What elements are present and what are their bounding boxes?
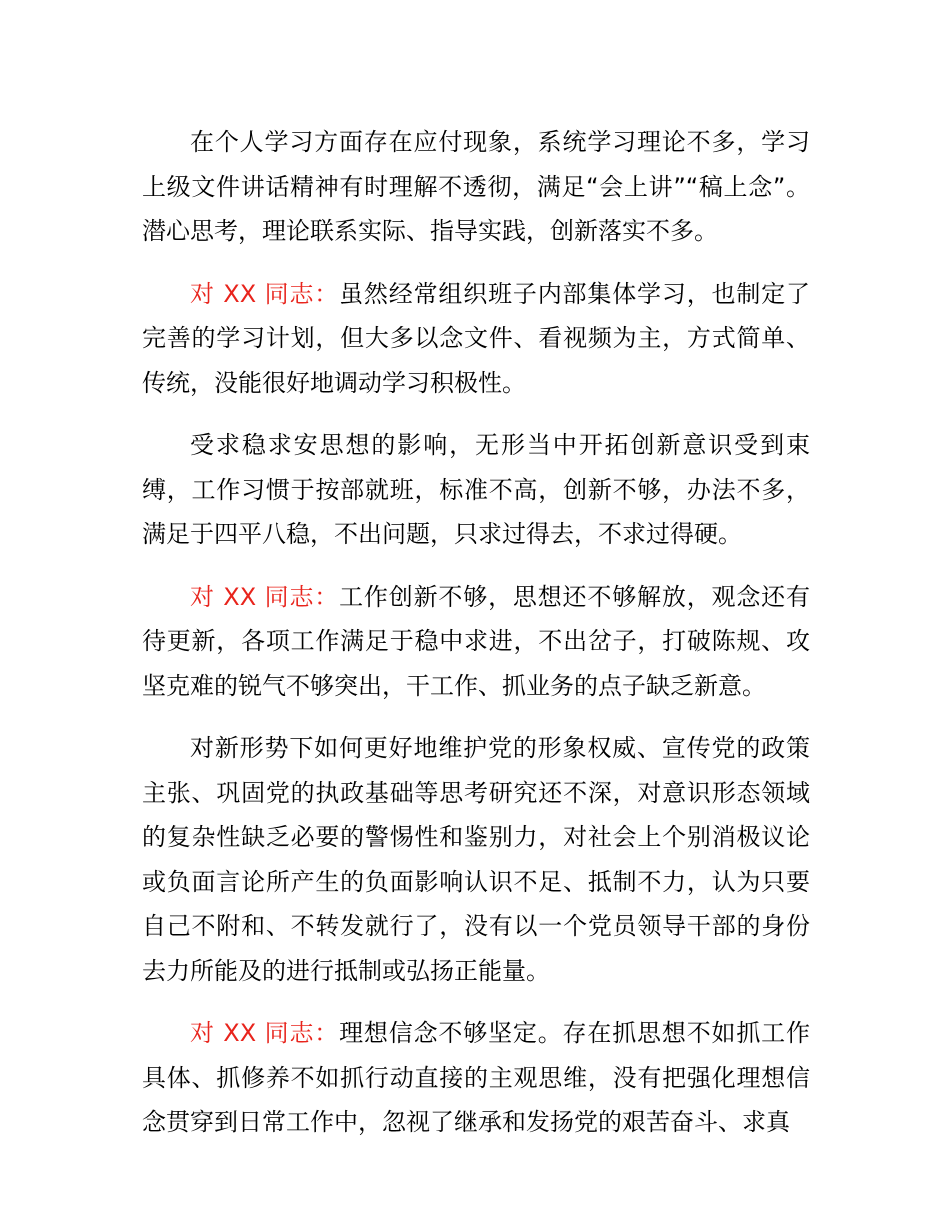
paragraph-5 xyxy=(142,726,810,993)
paragraph-text: 对新形势下如何更好地维护党的形象权威、宣传党的政策主张、巩固党的执政基础等思考研究还不深，对意识形态领域的复杂性缺乏必要的警惕性和鉴别力，对社会上个别消极议论或负面言论所产生的负面影响认识不足、抵制不力，认为只要自己不附和、不转发就行了，没有以一个党员领导干部的身份去力所能及的进行抵制或弘扬正能量。 xyxy=(142,734,810,985)
paragraph-label: 对 XX 同志： xyxy=(190,582,340,611)
paragraph-text: 工作创新不够，思想还不够解放，观念还有待更新，各项工作满足于稳中求进，不出岔子，打破陈规、攻坚克难的锐气不够突出，干工作、抓业务的点子缺乏新意。 xyxy=(142,582,811,700)
paragraph-4 xyxy=(142,575,810,709)
paragraph-label: 对 XX 同志： xyxy=(190,279,340,308)
paragraph-2 xyxy=(142,272,810,406)
paragraph-3 xyxy=(142,423,810,557)
paragraph-6 xyxy=(142,1011,810,1145)
paragraph-1 xyxy=(142,120,810,254)
paragraph-text: 虽然经常组织班子内部集体学习，也制定了完善的学习计划，但大多以念文件、看视频为主，方式简单、传统，没能很好地调动学习积极性。 xyxy=(142,279,811,397)
paragraph-text: 受求稳求安思想的影响，无形当中开拓创新意识受到束缚，工作习惯于按部就班，标准不高，创新不够，办法不多，满足于四平八稳，不出问题，只求过得去，不求过得硬。 xyxy=(142,431,810,548)
document-body xyxy=(142,120,810,1163)
paragraph-label: 对 XX 同志： xyxy=(190,1019,340,1047)
paragraph-text: 理想信念不够坚定。存在抓思想不如抓工作具体、抓修养不如抓行动直接的主观思维，没有把强化理想信念贯穿到日常工作中，忽视了继承和发扬党的艰苦奋斗、求真 xyxy=(142,1019,811,1136)
paragraph-text: 在个人学习方面存在应付现象，系统学习理论不多，学习上级文件讲话精神有时理解不透彻，满足“会上讲”“稿上念”。潜心思考，理论联系实际、指导实践，创新落实不多。 xyxy=(142,128,810,245)
